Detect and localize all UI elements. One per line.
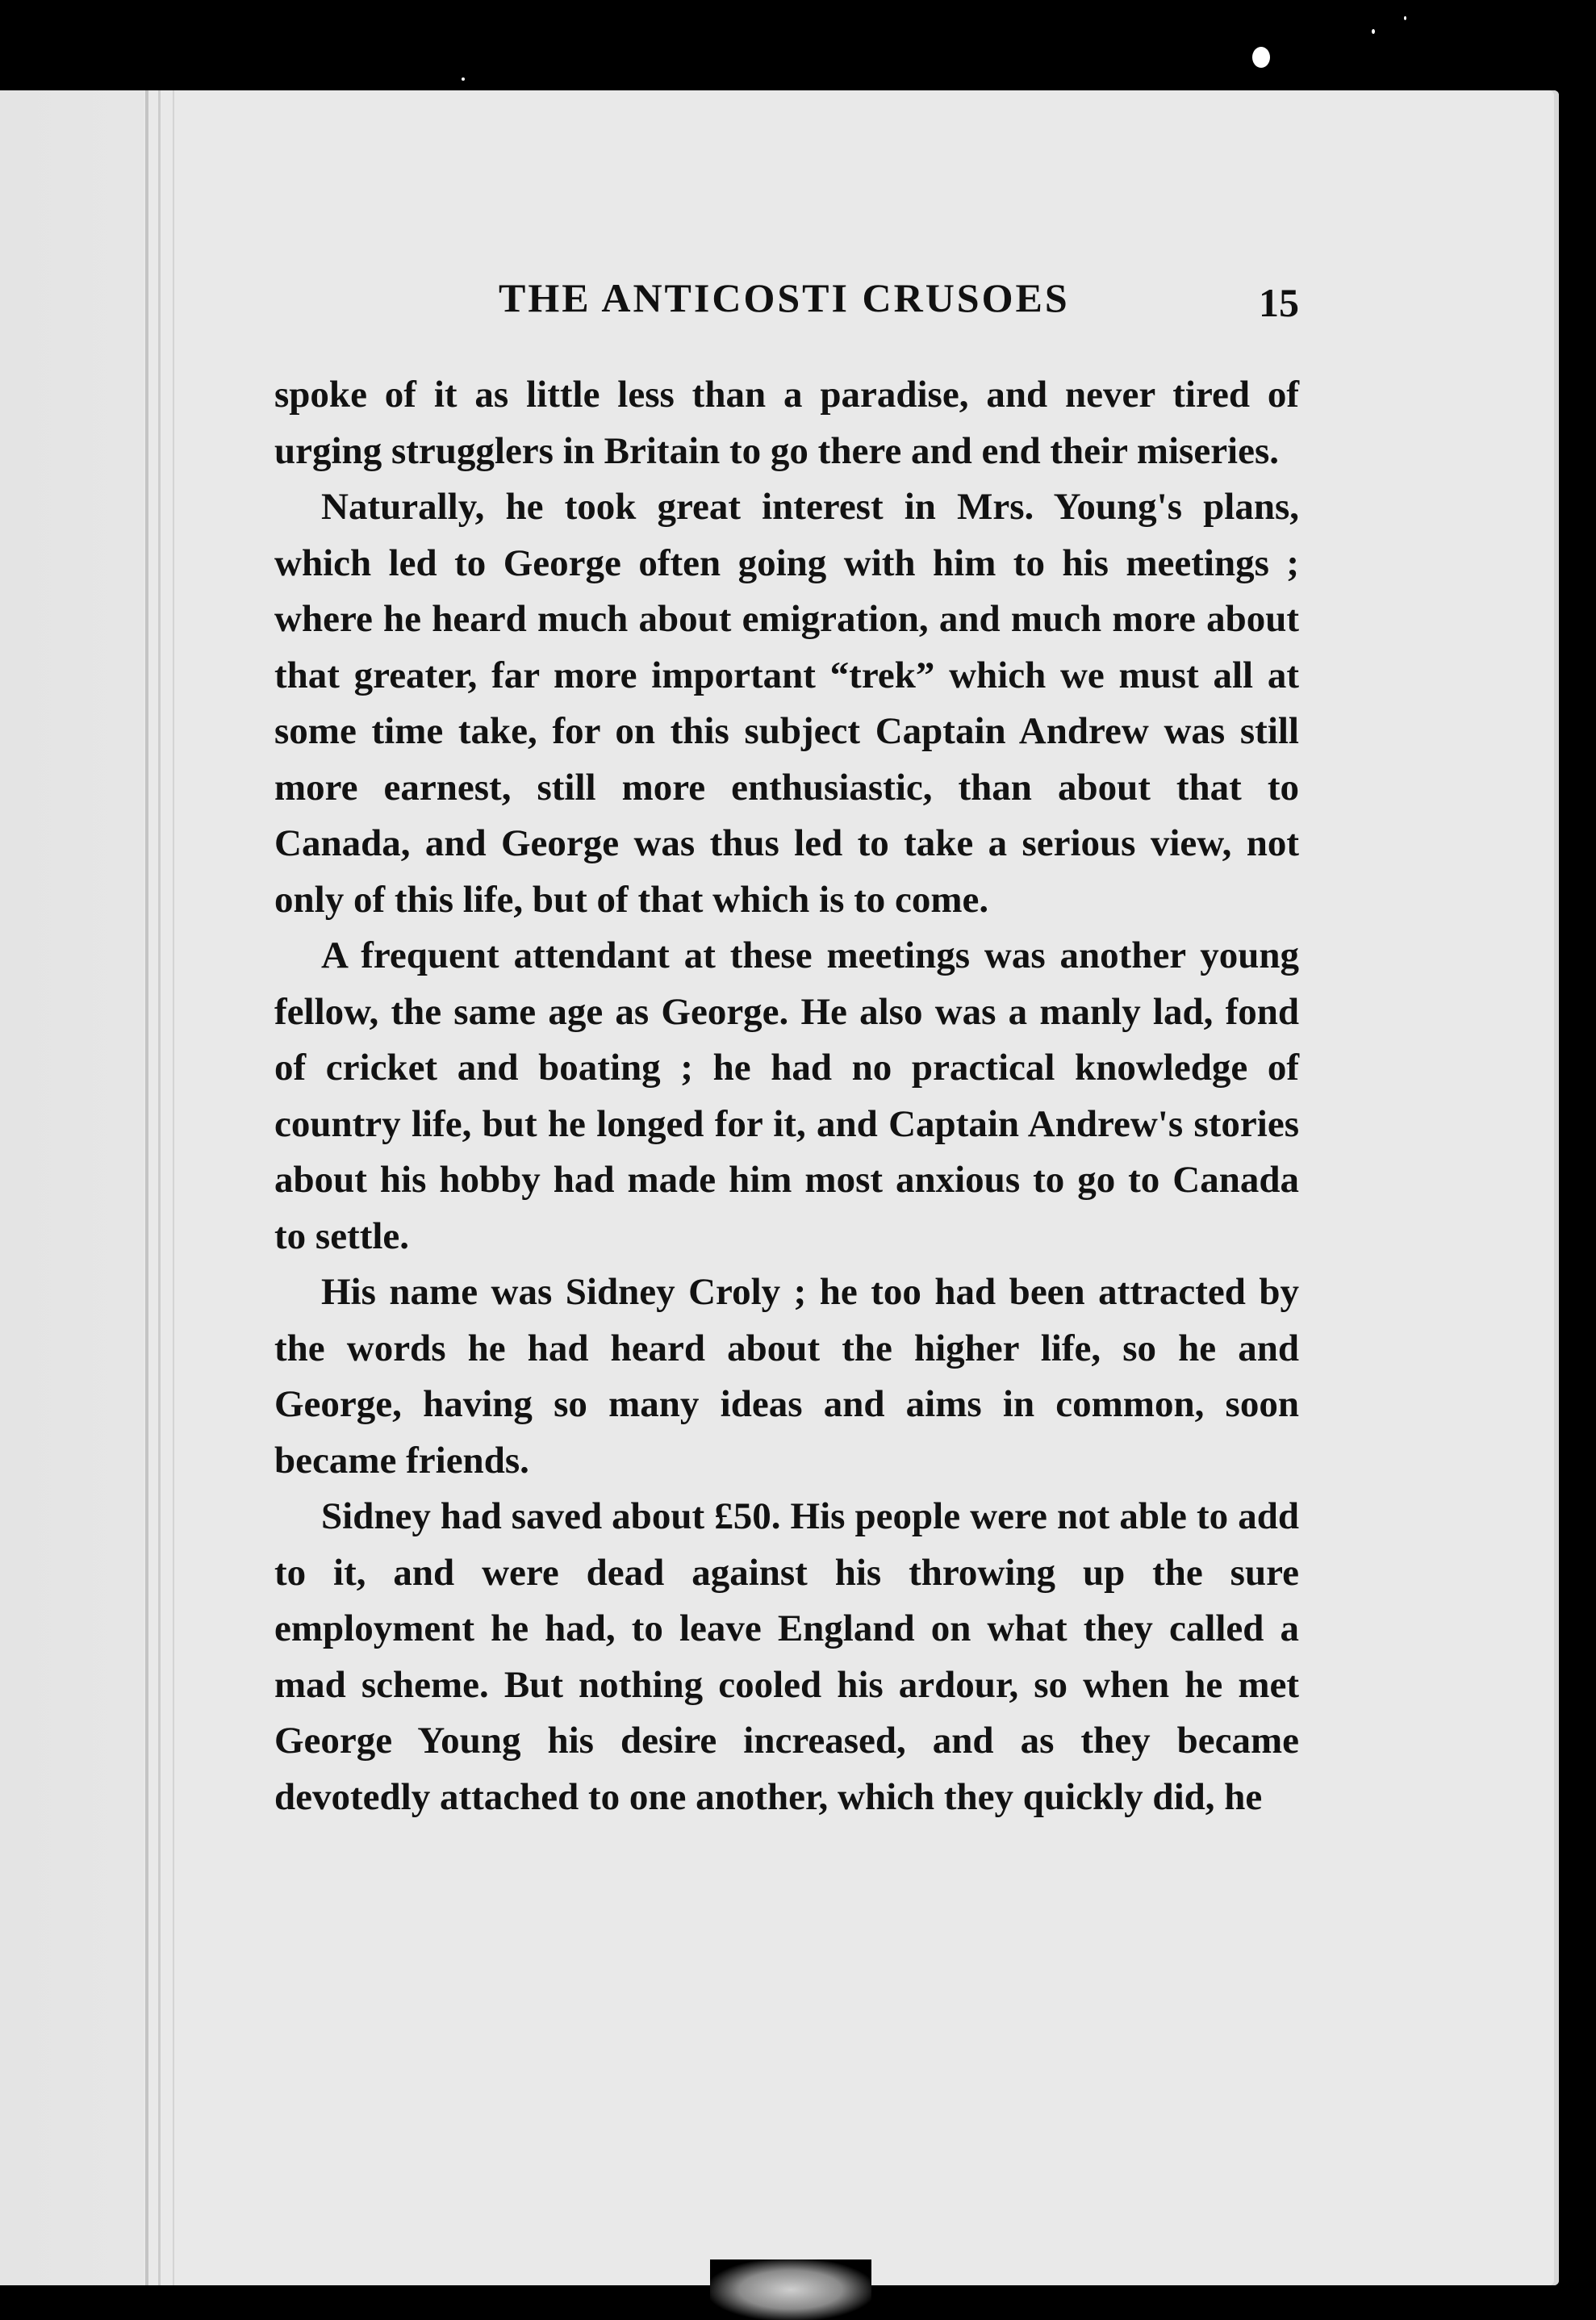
paragraph: Sidney had saved about £50. His people were not able to add to it, and were dead against his throwing up the sure employment he had, to leave England on what they called a mad scheme. But nothing cooled his ardour, so when he met George Young his desire increased, and as they became devotedly attached to one another, which they quickly did, he [274,1495,1299,1818]
scan-artifact [710,2259,871,2320]
page-number: 15 [1259,280,1299,325]
scan-speck [462,77,465,81]
paragraph: A frequent attendant at these meetings was another young fellow, the same age as George. He also was a manly lad, fond of cricket and boating ; he had no practical knowledge of country life, but he longed for it, and Captain Andrew's stories about his hobby had made him most anxious to go to Canada to settle. [274,934,1299,1257]
running-head [274,274,1315,331]
gutter-line [173,90,174,2285]
paragraph: Naturally, he took great interest in Mrs. Young's plans, which led to George often going with him to his meetings ; where he heard much about emigration, and much more about that greater, far more important “trek” which we must all at some time take, for on this subject Captain Andrew was still more earnest, still more enthusiastic, than about that to Canada, and George was thus led to take a serious view, not only of this life, but of that which is to come. [274,486,1299,921]
body-text [274,367,1299,1825]
scan-speck [1252,47,1270,68]
book-page [0,90,1559,2285]
paragraph: His name was Sidney Croly ; he too had been attracted by the words he had heard about the higher life, so he and George, having so many ideas and aims in common, soon became friends. [274,1271,1299,1482]
gutter-line [158,90,161,2285]
page-gutter [0,90,144,2285]
running-title: THE ANTICOSTI CRUSOES [499,275,1070,320]
scan-speck [1404,16,1406,20]
gutter-line [145,90,148,2285]
scan-speck [1372,29,1375,34]
paragraph: spoke of it as little less than a paradise, and never tired of urging strugglers in Britain to go there and end their miseries. [274,374,1299,472]
